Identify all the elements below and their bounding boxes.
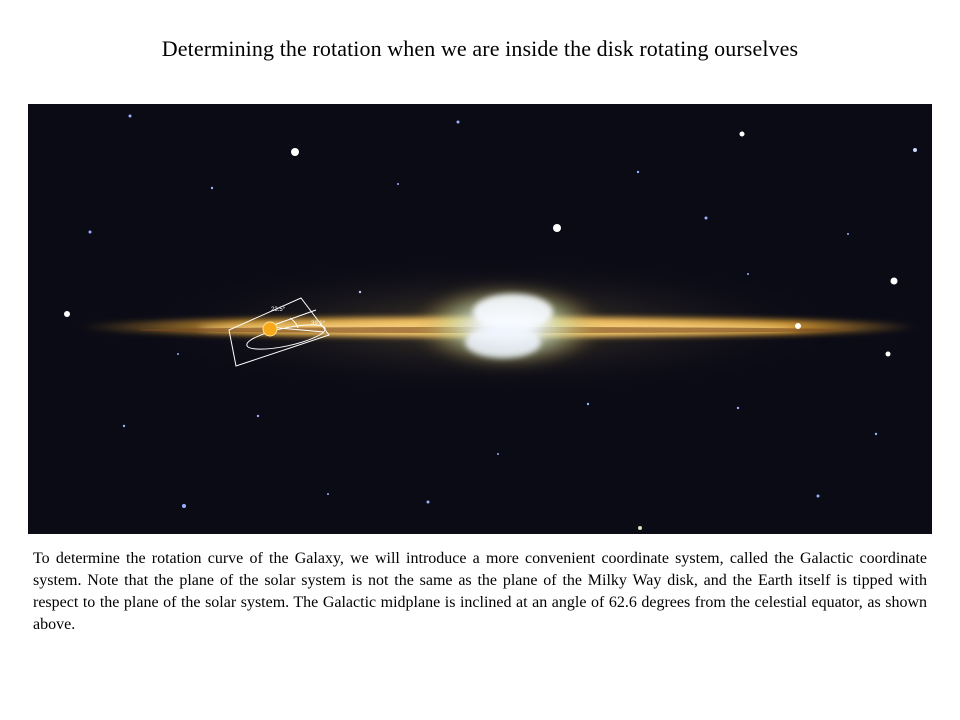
slide-caption: To determine the rotation curve of the Galaxy, we will introduce a more convenient coordinate system, called the Galactic coordinate system. Note that the plane of the solar system is not the same as the plane of the Milky Way disk, and the Earth itself is tipped with respect to the plane of the solar system. The Galactic midplane is inclined at an angle of 62.6 degrees from the celestial equator, as shown above. [33, 550, 927, 633]
sun-icon [263, 322, 277, 336]
milky-way-edge-on-image [28, 104, 932, 534]
slide-title: Determining the rotation when we are inside the disk rotating ourselves [161, 36, 799, 61]
galactic-bulge [413, 284, 603, 368]
angle-label-39-1: 39.1° [311, 321, 326, 327]
angle-label-23-5: 23.5° [271, 307, 286, 313]
